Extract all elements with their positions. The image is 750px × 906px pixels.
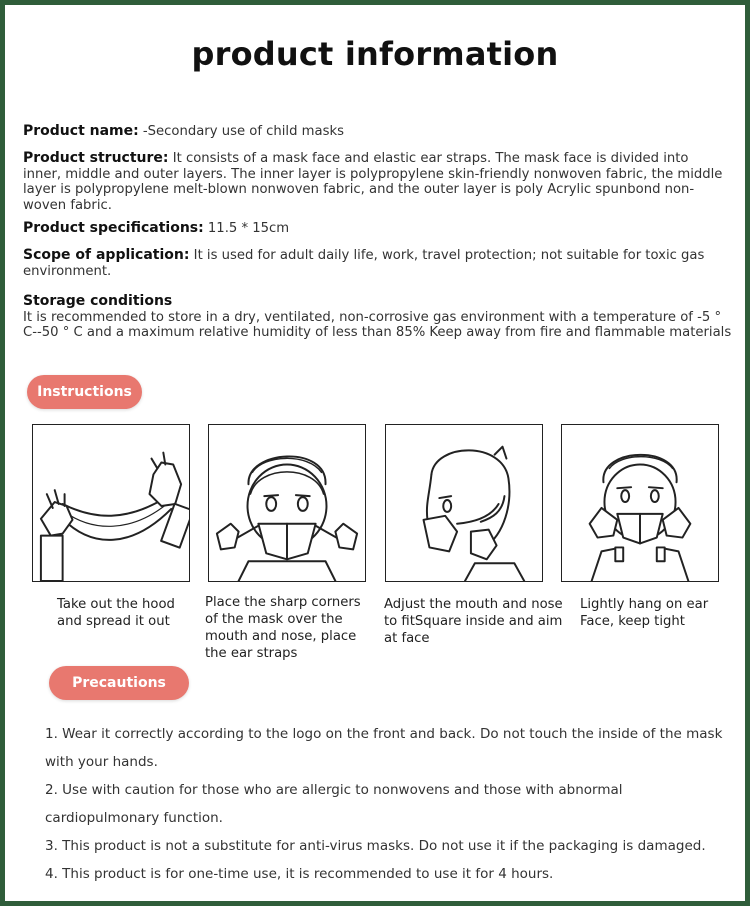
instructions-badge: Instructions: [27, 375, 142, 409]
step-3-caption: Adjust the mouth and nose to fitSquare inside and aim at face: [384, 597, 563, 646]
product-structure: [23, 151, 723, 213]
precaution-item: 1. Wear it correctly according to the logo on the front and back. Do not touch the inside of the mask with your hands.: [45, 726, 723, 770]
storage-conditions: [23, 294, 735, 341]
child-adjusting-mask-side-icon: [385, 424, 543, 582]
product-structure-value: It consists of a mask face and elastic ear straps. The mask face is divided into inner, middle and outer layers. The inner layer is polypropylene skin-friendly nonwoven fabric, the middle layer is polypropylene melt-blown nonwoven fabric, and the outer layer is poly Acrylic spunbond non-woven fabric.: [23, 151, 723, 213]
step-2-caption: Place the sharp corners of the mask over the mouth and nose, place the ear straps: [205, 595, 361, 661]
product-name-value: -Secondary use of child masks: [138, 124, 344, 139]
child-placing-mask-icon: [208, 424, 366, 582]
precaution-item: 3. This product is not a substitute for anti-virus masks. Do not use it if the packaging is damaged.: [45, 838, 706, 854]
step-4-caption: Lightly hang on ear Face, keep tight: [580, 597, 709, 629]
product-name-label: Product name:: [23, 123, 139, 139]
product-structure-label: Product structure:: [23, 150, 169, 166]
storage-label: Storage conditions: [23, 293, 173, 309]
product-spec-label: Product specifications:: [23, 220, 204, 236]
hands-spreading-mask-icon: [32, 424, 190, 582]
product-specifications: [23, 221, 735, 237]
product-spec-value: 11.5 * 15cm: [203, 221, 290, 236]
page-title: product information: [191, 35, 559, 73]
scope-value: It is used for adult daily life, work, travel protection; not suitable for toxic gas environment.: [23, 248, 705, 279]
scope-label: Scope of application:: [23, 247, 190, 263]
precaution-item: 4. This product is for one-time use, it is recommended to use it for 4 hours.: [45, 866, 554, 882]
product-name: [23, 124, 735, 140]
step-1-caption: Take out the hood and spread it out: [57, 597, 175, 629]
precautions-badge: Precautions: [49, 666, 189, 700]
child-wearing-mask-icon: [561, 424, 719, 582]
precaution-item: 2. Use with caution for those who are allergic to nonwovens and those with abnormal cardiopulmonary function.: [45, 782, 623, 826]
storage-value: It is recommended to store in a dry, ventilated, non-corrosive gas environment with a temperature of -5 ° C--50 ° C and a maximum relative humidity of less than 85% Keep away from fire and flammable materials: [23, 309, 732, 340]
scope-of-application: [23, 248, 735, 279]
product-info-page: [5, 5, 745, 901]
